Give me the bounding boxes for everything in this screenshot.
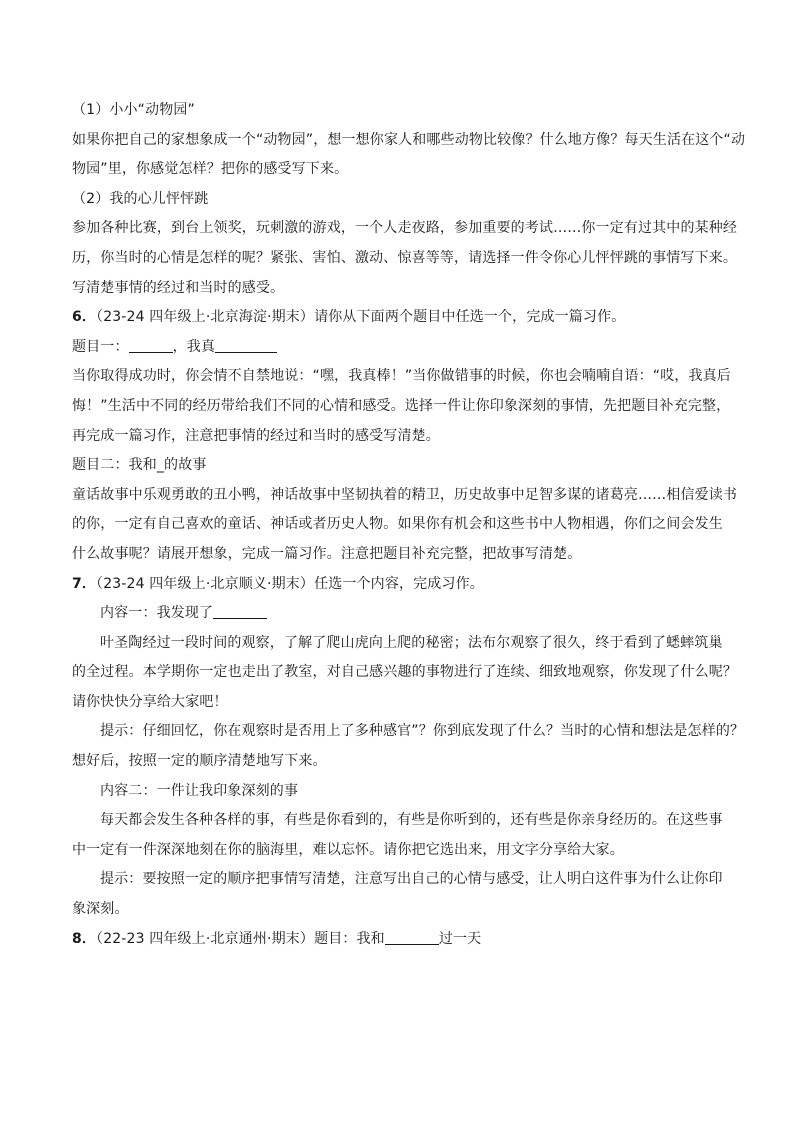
- content-2-title: 内容二：一件让我印象深刻的事: [100, 782, 299, 799]
- paragraph: 物园”里，你感觉怎样？把你的感受写下来。: [72, 161, 349, 178]
- paragraph: 的全过程。本学期你一定也走出了教室，对自己感兴趣的事物进行了连续、细致地观察，你发现了什么呢？: [72, 664, 738, 681]
- paragraph: 童话故事中乐观勇敢的丑小鸭，神话故事中坚韧执着的精卫，历史故事中足智多谋的诸葛亮……相信爱读书: [72, 486, 738, 503]
- paragraph: 再完成一篇习作，注意把事情的经过和当时的感受写清楚。: [72, 427, 440, 444]
- content-1-title: [72, 599, 732, 629]
- paragraph: 中一定有一件深深地刻在你的脑海里，难以忘怀。请你把它选出来，用文字分享给大家。: [72, 841, 624, 858]
- question-number: 6．: [72, 309, 97, 326]
- question-source: （22-23 四年级上·北京通州·期末）题目：我和: [96, 930, 385, 947]
- question-6-topic-1: [72, 333, 732, 363]
- paragraph: 写清楚事情的经过和当时的感受。: [72, 279, 285, 296]
- tip: 象深刻。: [72, 901, 129, 918]
- content-title-text: 内容一：我发现了: [100, 605, 214, 622]
- question-number: 7．: [72, 575, 97, 592]
- fill-blank: [385, 928, 439, 945]
- section-2-title: （2）我的心儿怦怦跳: [72, 190, 209, 207]
- question-8-header: [72, 925, 732, 955]
- fill-blank: [129, 336, 173, 353]
- paragraph: 什么故事呢？请展开想象，完成一篇习作。注意把题目补充完整，把故事写清楚。: [72, 545, 582, 562]
- question-number: 8．: [72, 930, 97, 947]
- question-tail: 过一天: [438, 930, 482, 947]
- paragraph: 参加各种比赛，到台上领奖，玩刺激的游戏，一个人走夜路，参加重要的考试……你一定有过其中的某种经: [72, 220, 738, 237]
- paragraph: 的你，一定有自己喜欢的童话、神话或者历史人物。如果你有机会和这些书中人物相遇，你们之间会发生: [72, 516, 723, 533]
- paragraph: 当你取得成功时，你会情不自禁地说：“嘿，我真棒！”当你做错事的时候，你也会喃喃自语：“哎，我真后: [72, 368, 731, 385]
- fill-blank: [215, 336, 277, 353]
- fill-blank: [213, 602, 267, 619]
- paragraph: 每天都会发生各种各样的事，有些是你看到的，有些是你听到的，还有些是你亲身经历的。在这些事: [100, 812, 723, 829]
- section-1-title: （1）小小“动物园”: [72, 102, 195, 118]
- paragraph: 悔！”生活中不同的经历带给我们不同的心情和感受。选择一件让你印象深刻的事情，先把题目补充完整，: [72, 397, 731, 414]
- question-6-topic-2: 题目二：我和_的故事: [72, 457, 207, 474]
- paragraph: 历，你当时的心情是怎样的呢？紧张、害怕、激动、惊喜等等，请选择一件令你心儿怦怦跳的事情写下来。: [72, 249, 738, 266]
- document-page: [72, 96, 746, 954]
- question-6-header: [72, 303, 732, 333]
- topic-text: ，我真: [172, 338, 216, 355]
- question-7-header: [72, 570, 732, 600]
- question-source: （23-24 四年级上·北京海淀·期末）请你从下面两个题目中任选一个，完成一篇习作。: [96, 309, 626, 326]
- paragraph: 请你快快分享给大家吧！: [72, 693, 228, 710]
- tip: 提示：仔细回忆，你在观察时是否用上了多种感官”？你到底发现了什么？当时的心情和想法是怎样的？: [100, 723, 745, 740]
- topic-label: 题目一：: [72, 338, 129, 355]
- tip: 想好后，按照一定的顺序清楚地写下来。: [72, 753, 327, 770]
- question-source: （23-24 四年级上·北京顺义·期末）任选一个内容，完成习作。: [96, 575, 484, 592]
- paragraph: 叶圣陶经过一段时间的观察，了解了爬山虎向上爬的秘密；法布尔观察了很久，终于看到了蟋蟀筑巢: [100, 634, 723, 651]
- paragraph: 如果你把自己的家想象成一个“动物园”，想一想你家人和哪些动物比较像？什么地方像？每天生活在这个“动: [72, 131, 746, 148]
- tip: 提示：要按照一定的顺序把事情写清楚，注意写出自己的心情与感受，让人明白这件事为什么让你印: [100, 871, 723, 888]
